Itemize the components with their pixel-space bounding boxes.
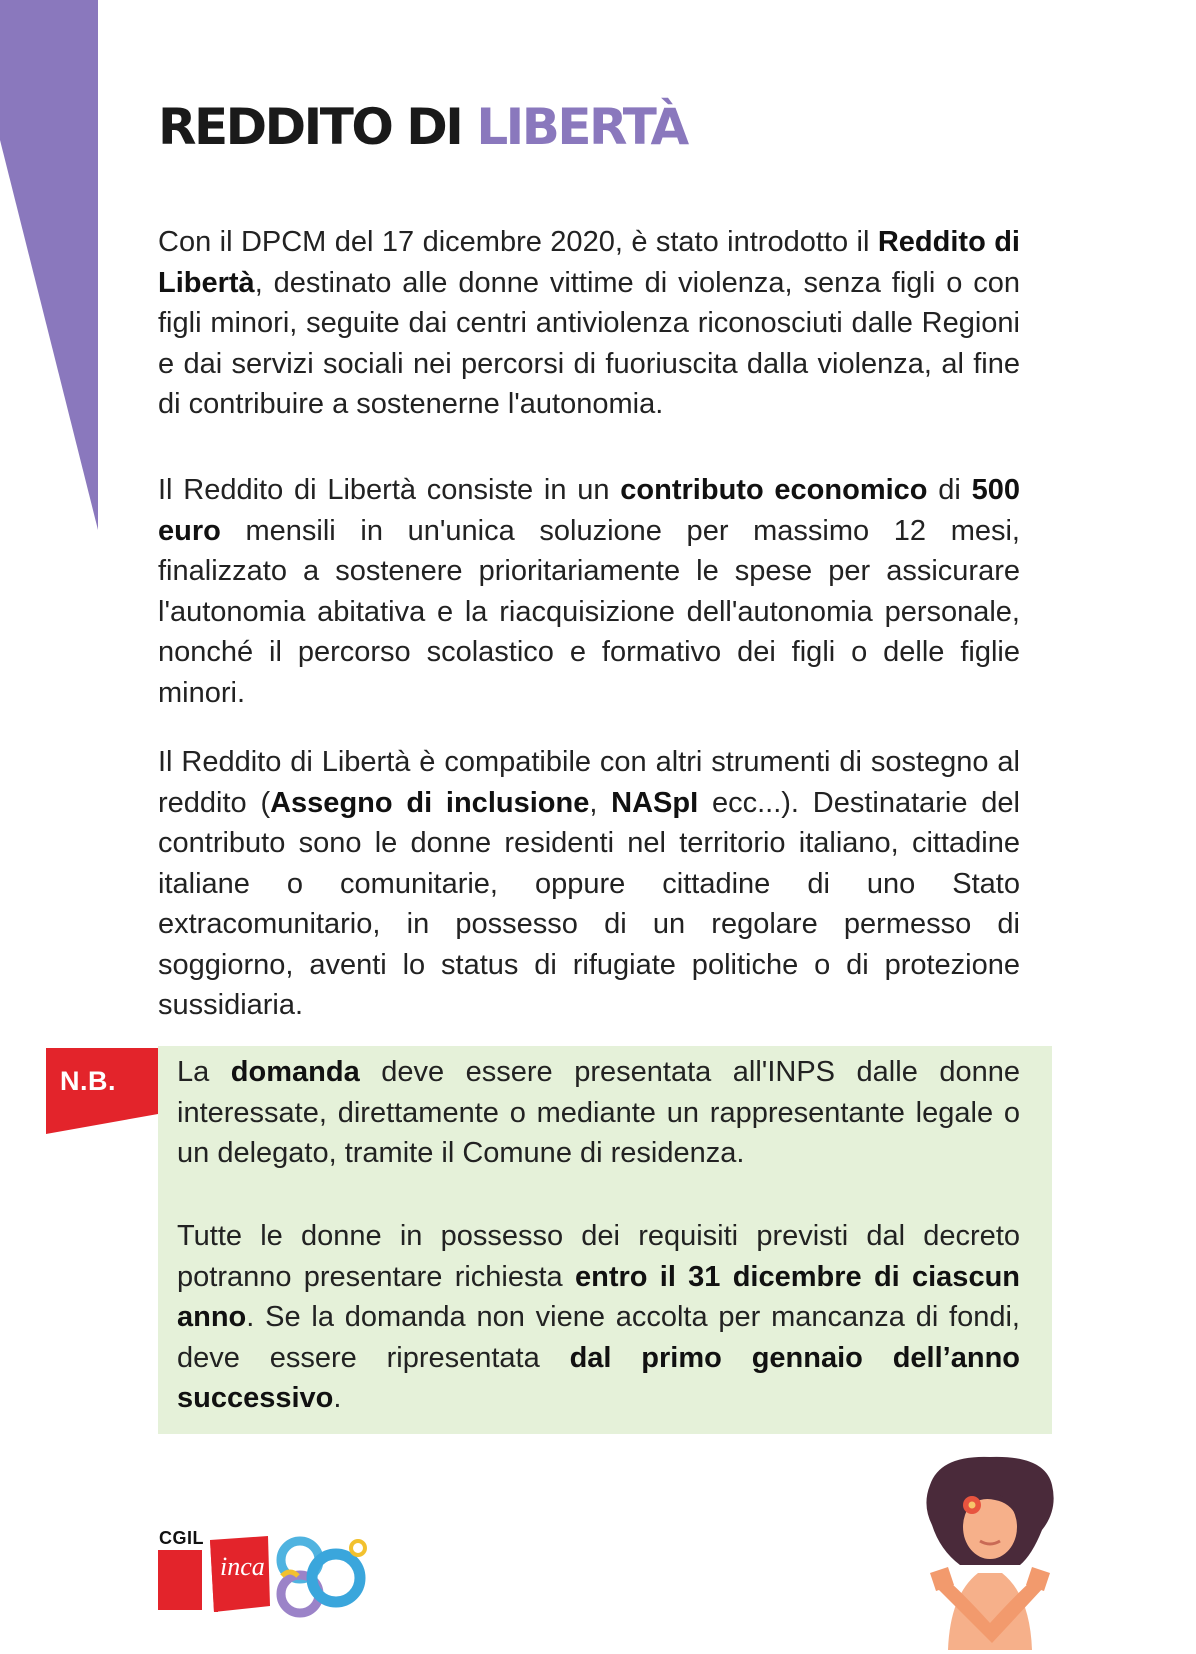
bold-run: dal primo gennaio dell’anno successivo: [177, 1341, 1020, 1414]
logo-cgil-text: CGIL: [159, 1528, 204, 1548]
paragraph-compatibility: [158, 742, 1020, 1026]
text-run: ecc...). Destinatarie del contributo sono le donne residenti nel territorio italiano, cittadine italiane o comunitarie, oppure cittadine di uno Stato extracomunitario, in possesso di un regolare permesso di soggiorno, aventi lo status di rifugiate politiche o di protezione sussidiaria.: [158, 786, 1020, 1021]
text-run: . Se la domanda non viene accolta per mancanza di fondi, deve essere ripresentata: [177, 1301, 1020, 1374]
text-run: deve essere presentata all'INPS dalle donne interessate, direttamente o mediante un rappresentante legale o un delegato, tramite il Comune di residenza.: [177, 1056, 1020, 1169]
text-run: mensili in un'unica soluzione per massimo 12 mesi, finalizzato a sostenere prioritariamente le spese per assicurare l'autonomia abitativa e la riacquisizione dell'autonomia personale, nonché il percorso scolastico e formativo dei figli o delle figlie minori.: [158, 514, 1020, 709]
logo-inca-text: inca: [220, 1552, 265, 1581]
text-run: La: [177, 1056, 231, 1088]
text-run: Il Reddito di Libertà consiste in un: [158, 474, 621, 506]
text-run: .: [333, 1382, 342, 1414]
bold-run: contributo economico: [620, 474, 928, 506]
text-run: Con il DPCM del 17 dicembre 2020, è stato introdotto il: [158, 226, 878, 258]
title-accent: LIBERTÀ: [476, 98, 687, 156]
title-main: REDDITO DI: [158, 98, 477, 156]
bold-run: Reddito di Libertà: [158, 226, 1020, 299]
bold-run: Assegno di inclusione: [270, 786, 590, 819]
bold-run: entro il 31 dicembre di ciascun anno: [177, 1260, 1020, 1333]
bold-run: 500 euro: [158, 474, 1021, 547]
page-title: [158, 98, 687, 156]
text-run: Il Reddito di Libertà è compatibile con altri strumenti di sostegno al reddito (: [158, 746, 1020, 819]
woman-crossed-arms-icon: [920, 1455, 1060, 1650]
bold-run: NASpI: [611, 786, 699, 819]
paragraph-deadline: [177, 1216, 1020, 1419]
text-run: ,: [589, 786, 612, 819]
text-run: di: [927, 474, 972, 506]
paragraph-contribution: [158, 470, 1020, 713]
bold-run: domanda: [230, 1056, 360, 1088]
text-run: Tutte le donne in possesso dei requisiti previsti dal decreto potranno presentare richiesta: [177, 1220, 1020, 1293]
purple-wedge-decoration: [0, 0, 100, 530]
nb-label: N.B.: [60, 1066, 116, 1096]
paragraph-intro: [158, 222, 1020, 425]
text-run: , destinato alle donne vittime di violenza, senza figli o con figli minori, seguite dai centri antiviolenza riconosciuti dalle Regioni e dai servizi sociali nei percorsi di fuoriuscita dalla violenza, al fine di contribuire a sostenerne l'autonomia.: [158, 266, 1020, 420]
paragraph-application: [177, 1052, 1020, 1174]
